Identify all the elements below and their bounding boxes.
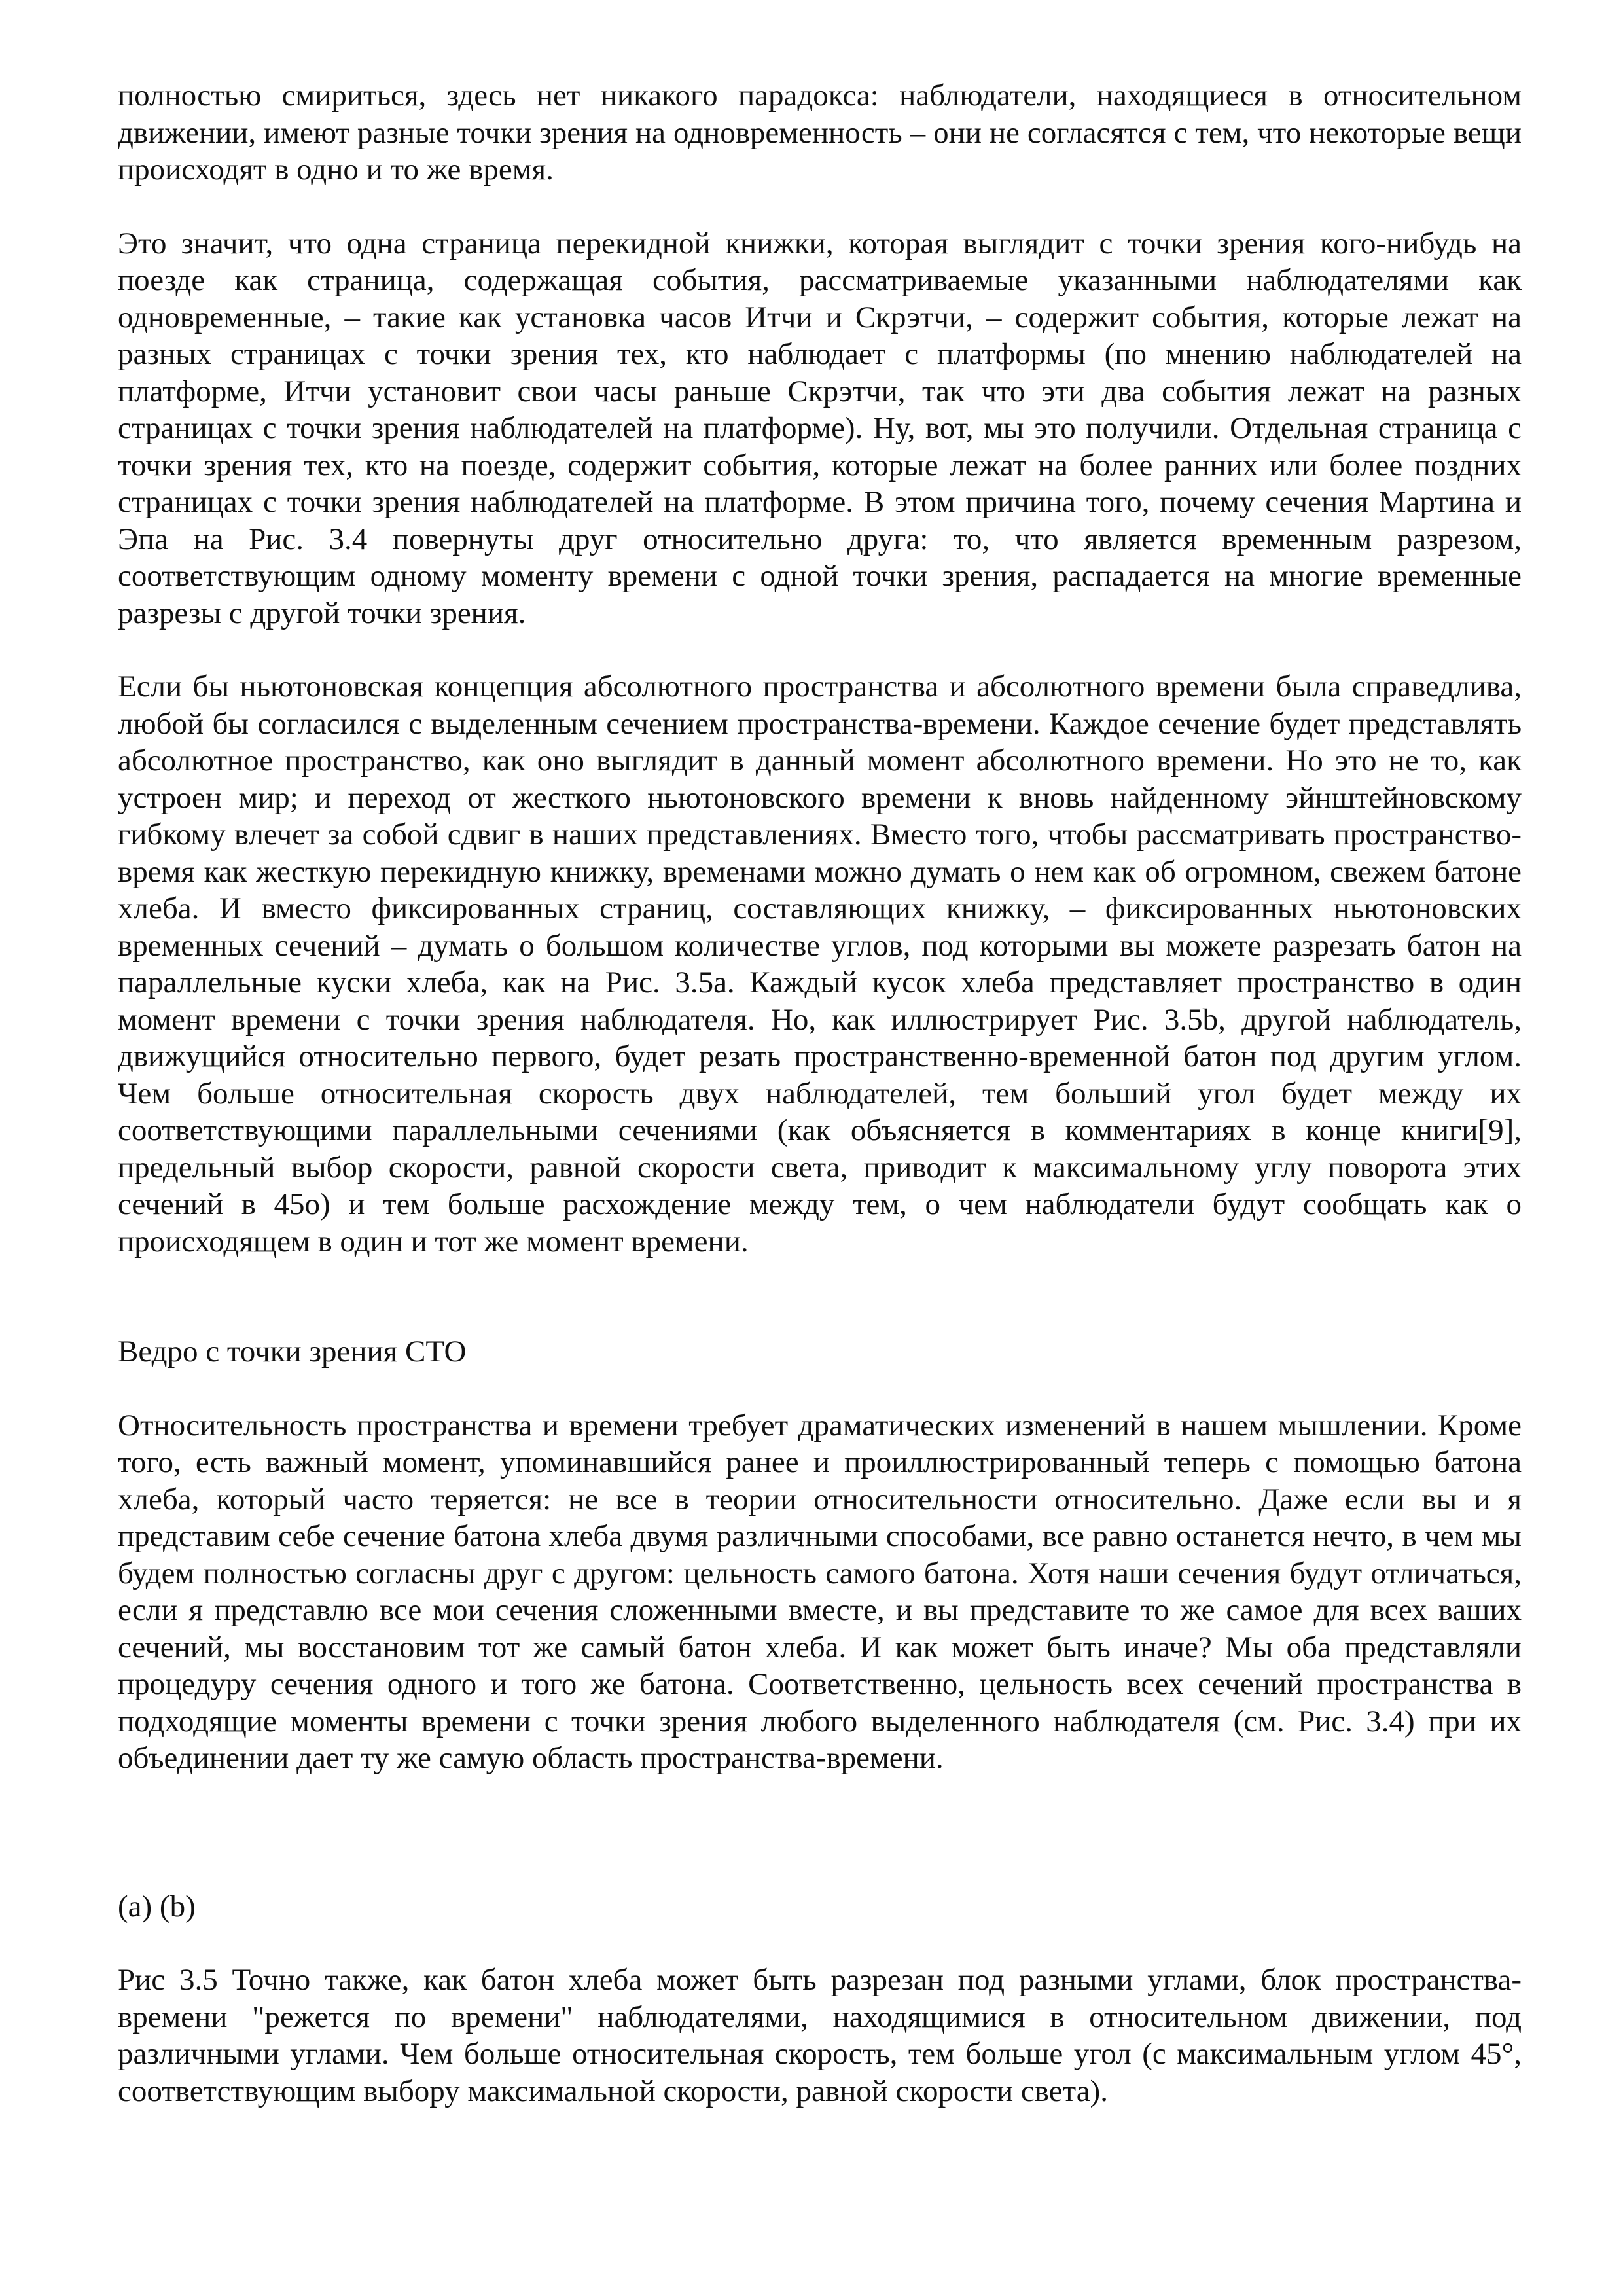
paragraph-2: Это значит, что одна страница перекидной книжки, которая выглядит с точки зрения кого-нибудь на поезде как страница, содержащая события, рассматриваемые указанными наблюдателями как одновременные, – такие как установка часов Итчи и Скрэтчи, – содержит события, которые лежат на разных страницах с точки зрения тех, кто наблюдает с платформы (по мнению наблюдателей на платформе, Итчи установит свои часы раньше Скрэтчи, так что эти два события лежат на разных страницах с точки зрения наблюдателей на платформе). Ну, вот, мы это получили. Отдельная страница с точки зрения тех, кто на поезде, содержит события, которые лежат на более ранних или более поздних страницах с точки зрения наблюдателей на платформе. В этом причина того, почему сечения Мартина и Эпа на Рис. 3.4 повернуты друг относительно друга: то, что является временным разрезом, соответствующим одному моменту времени с одной точки зрения, распадается на многие временные разрезы с другой точки зрения. bbox=[118, 226, 1522, 630]
figure-labels: (a) (b) bbox=[118, 1889, 196, 1924]
paragraph-1: полностью смириться, здесь нет никакого парадокса: наблюдатели, находящиеся в относительном движении, имеют разные точки зрения на одновременность – они не согласятся с тем, что некоторые вещи происходят в одно и то же время. bbox=[118, 79, 1522, 187]
section-heading: Ведро с точки зрения СТО bbox=[118, 1335, 467, 1369]
paragraph-3: Если бы ньютоновская концепция абсолютного пространства и абсолютного времени была справедлива, любой бы согласился с выделенным сечением пространства-времени. Каждое сечение будет представлять абсолютное пространство, как оно выглядит в данный момент абсолютного времени. Но это не то, как устроен мир; и переход от жесткого ньютоновского времени к вновь найденному эйнштейновскому гибкому влечет за собой сдвиг в наших представлениях. Вместо того, чтобы рассматривать пространство-время как жесткую перекидную книжку, временами можно думать о нем как об огромном, свежем батоне хлеба. И вместо фиксированных страниц, составляющих книжку, – фиксированных ньютоновских временных сечений – думать о большом количестве углов, под которыми вы можете разрезать батон на параллельные куски хлеба, как на Рис. 3.5a. Каждый кусок хлеба представляет пространство в один момент времени с точки зрения наблюдателя. Но, как иллюстрирует Рис. 3.5b, другой наблюдатель, движущийся относительно первого, будет резать пространственно-временной батон под другим углом. Чем больше относительная скорость двух наблюдателей, тем больший угол будет между их соответствующими параллельными сечениями (как объясняется в комментариях в конце книги[9], предельный выбор скорости, равной скорости света, приводит к максимальному углу поворота этих сечений в 45o) и тем больше расхождение между тем, о чем наблюдатели будут сообщать как о происходящем в один и тот же момент времени. bbox=[118, 670, 1522, 1259]
paragraph-4: Относительность пространства и времени требует драматических изменений в нашем мышлении. Кроме того, есть важный момент, упоминавшийся ранее и проиллюстрированный теперь с помощью батона хлеба, который часто теряется: не все в теории относительности относительно. Даже если вы и я представим себе сечение батона хлеба двумя различными способами, все равно останется нечто, в чем мы будем полностью согласны друг с другом: цельность самого батона. Хотя наши сечения будут отличаться, если я представлю все мои сечения сложенными вместе, и вы представите то же самое для всех ваших сечений, мы восстановим тот же самый батон хлеба. И как может быть иначе? Мы оба представляли процедуру сечения одного и того же батона. Соответственно, цельность всех сечений пространства в подходящие моменты времени с точки зрения любого выделенного наблюдателя (см. Рис. 3.4) при их объединении дает ту же самую область пространства-времени. bbox=[118, 1408, 1522, 1775]
figure-caption: Рис 3.5 Точно также, как батон хлеба может быть разрезан под разными углами, блок пространства-времени "режется по времени" наблюдателями, находящимися в относительном движении, под различными углами. Чем больше относительная скорость, тем больше угол (с максимальным углом 45°, соответствующим выбору максимальной скорости, равной скорости света). bbox=[118, 1963, 1522, 2108]
